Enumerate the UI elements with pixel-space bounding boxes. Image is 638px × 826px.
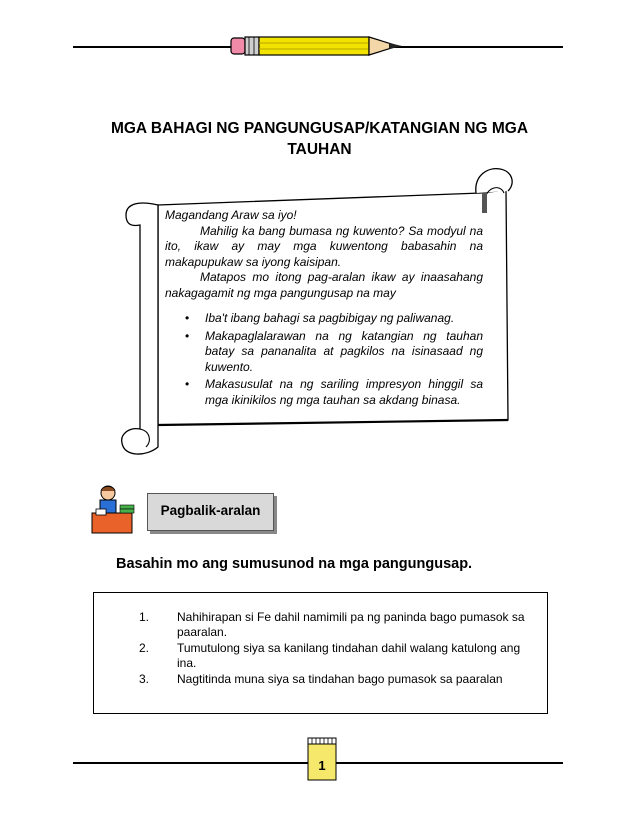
objective-text: Iba't ibang bahagi sa pagbibigay ng paliwanag. <box>205 311 455 325</box>
expectations-paragraph: Matapos mo itong pag-aralan ikaw ay inaasahang nakagagamit ng mga pangungusap na may <box>165 270 483 300</box>
list-item <box>121 641 536 671</box>
list-item <box>165 329 483 376</box>
list-item <box>121 672 536 687</box>
item-number: 1. <box>139 610 150 624</box>
list-item <box>165 311 483 327</box>
sentence-text: Nagtitinda muna siya sa tindahan bago pumasok sa paaralan <box>177 672 503 686</box>
sentences-list <box>121 610 536 688</box>
list-item <box>121 610 536 640</box>
instruction-text: Basahin mo ang sumusunod na mga pangungusap. <box>116 556 473 572</box>
review-label: Pagbalik-aralan <box>160 503 261 518</box>
item-number: 3. <box>139 672 150 686</box>
bullet-icon: • <box>185 377 190 391</box>
review-section-badge <box>72 483 275 543</box>
page-title-line2: TAUHAN <box>287 141 352 158</box>
pencil-icon <box>228 33 410 61</box>
bullet-icon: • <box>185 328 190 343</box>
sentence-text: Nahihirapan si Fe dahil namimili pa ng paninda bago pumasok sa paaralan. <box>177 610 525 639</box>
list-item <box>165 377 483 408</box>
page-title <box>92 118 547 160</box>
sentences-box <box>93 592 548 714</box>
item-number: 2. <box>139 641 150 655</box>
greeting: Magandang Araw sa iyo! <box>165 208 297 222</box>
objectives-list <box>165 311 483 408</box>
review-label-box <box>147 493 274 531</box>
objective-text: Makasusulat na ng sariling impresyon hinggil sa mga ikinikilos ng mga tauhan sa akdang binasa. <box>205 377 483 407</box>
page-number: 1 <box>318 758 326 773</box>
objective-text: Makapaglalarawan na ng katangian ng tauhan batay sa pananalita at pagkilos na isinasaad ng kuwento. <box>205 328 483 374</box>
teacher-at-desk-icon <box>72 483 144 541</box>
intro-paragraph: Mahilig ka bang bumasa ng kuwento? Sa modyul na ito, ikaw ay may mga kuwentong babasahin na makapupukaw sa iyong kaisipan. <box>165 223 483 269</box>
page-title-line1: MGA BAHAGI NG PANGUNGUSAP/KATANGIAN NG MGA <box>110 120 529 137</box>
sentence-text: Tumutulong siya sa kanilang tindahan dahil walang katulong ang ina. <box>177 641 521 670</box>
scroll-text <box>165 208 483 410</box>
bullet-icon: • <box>185 311 190 325</box>
